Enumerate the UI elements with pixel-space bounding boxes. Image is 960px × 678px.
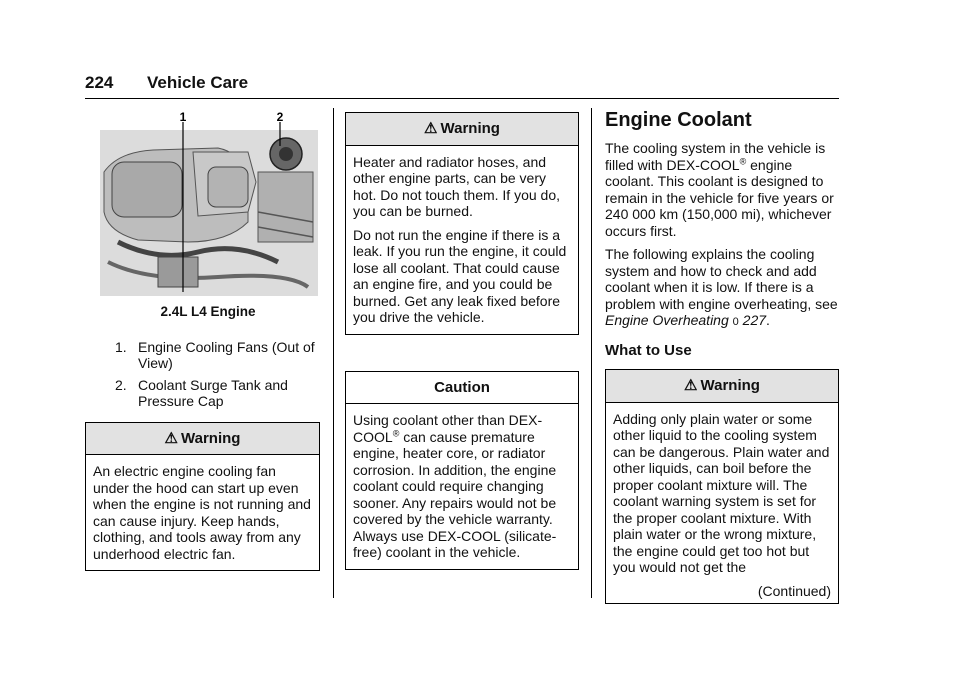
legend-item — [85, 339, 320, 372]
figure-caption: 2.4L L4 Engine — [160, 304, 256, 319]
engine-overheating-link[interactable]: Engine Overheating — [605, 312, 729, 328]
warning-box-fan — [85, 422, 320, 572]
warning-header — [606, 370, 838, 403]
warning-triangle-icon: ⚠ — [424, 120, 438, 137]
warning-header — [86, 423, 319, 456]
warning-text: An electric engine cooling fan under the hood can start up even when the engine is not running and can cause injury. Keep hands, clothing, and tools away from any underhood electric fan. — [93, 463, 311, 562]
caution-text — [353, 412, 571, 561]
warning-body — [346, 146, 578, 334]
page-ref-arrow: 0 — [732, 316, 739, 328]
warning-paragraph: Heater and radiator hoses, and other engine parts, can be very hot. Do not touch them. If you do, you can be burned. — [353, 153, 561, 219]
coolant-paragraph — [605, 140, 839, 239]
column-3 — [605, 108, 839, 604]
warning-header — [346, 113, 578, 146]
coolant-text-start: The cooling system in the vehicle is filled with DEX-COOL — [605, 140, 826, 173]
legend-number: 2. — [115, 376, 127, 393]
coolant-text: The following explains the cooling system and how to check and add coolant when it is low. If there is a problem with engine overheating, see — [605, 246, 838, 312]
running-head: Vehicle Care — [147, 73, 249, 92]
caution-box — [345, 371, 579, 570]
coolant-text-end: engine coolant. This coolant is designed to remain in the vehicle for five years or 240 000 km (150,000 mi), whichever occurs first. — [605, 156, 834, 239]
caution-header: Caution — [346, 372, 578, 405]
caution-text-start: Using coolant other than DEX-COOL — [353, 412, 543, 445]
period: . — [766, 312, 770, 328]
warning-body — [606, 403, 838, 604]
subsection-heading: What to Use — [605, 341, 692, 359]
continued-label: (Continued) — [757, 582, 831, 599]
warning-title: Warning — [440, 120, 500, 137]
warning-box-hot-parts — [345, 112, 579, 335]
column-rule-left — [333, 108, 334, 598]
registered-mark: ® — [392, 427, 400, 438]
warning-text: Adding only plain water or some other liquid to the cooling system can be dangerous. Plain water and other liquids, can boil before the proper coolant mixture will. The coolant warning system is set for the proper coolant mixture. With plain water or the wrong mixture, the engine could get too hot but you would not get the — [613, 410, 830, 575]
column-rule-right — [591, 108, 592, 598]
legend-item — [85, 377, 320, 410]
callout-2: 2 — [276, 112, 284, 124]
engine-figure — [98, 112, 318, 297]
legend-number: 1. — [115, 338, 127, 355]
warning-title: Warning — [181, 429, 241, 447]
warning-triangle-icon: ⚠ — [684, 377, 698, 394]
warning-title: Warning — [700, 377, 760, 394]
column-2 — [345, 112, 579, 570]
warning-triangle-icon: ⚠ — [164, 429, 178, 447]
page-number: 224 — [85, 73, 114, 92]
coolant-paragraph — [605, 246, 839, 331]
legend-text: Coolant Surge Tank and Pressure Cap — [138, 376, 288, 409]
engine-illustration — [98, 112, 318, 297]
page-ref-number[interactable]: 227 — [742, 312, 767, 328]
legend-text: Engine Cooling Fans (Out of View) — [138, 338, 315, 371]
warning-body — [86, 455, 319, 570]
callout-1: 1 — [179, 112, 187, 124]
warning-paragraph: Do not run the engine if there is a leak. If you run the engine, it could lose all coolant. That could cause an engine fire, and you could be burned. Get any leak fixed before you drive the vehicle. — [353, 226, 567, 325]
section-heading: Engine Coolant — [605, 109, 752, 131]
header-rule — [85, 98, 839, 99]
warning-box-plain-water — [605, 369, 839, 604]
column-1 — [85, 112, 320, 571]
registered-mark: ® — [739, 155, 747, 166]
caution-body — [346, 404, 578, 569]
caution-text-end: can cause premature engine, heater core, or radiator corrosion. In addition, the engine coolant could require changing sooner. Any repairs would not be covered by the vehicle warranty. Always use DEX-COOL (silicate-free) coolant in the vehicle. — [353, 428, 557, 560]
figure-legend — [85, 339, 320, 410]
